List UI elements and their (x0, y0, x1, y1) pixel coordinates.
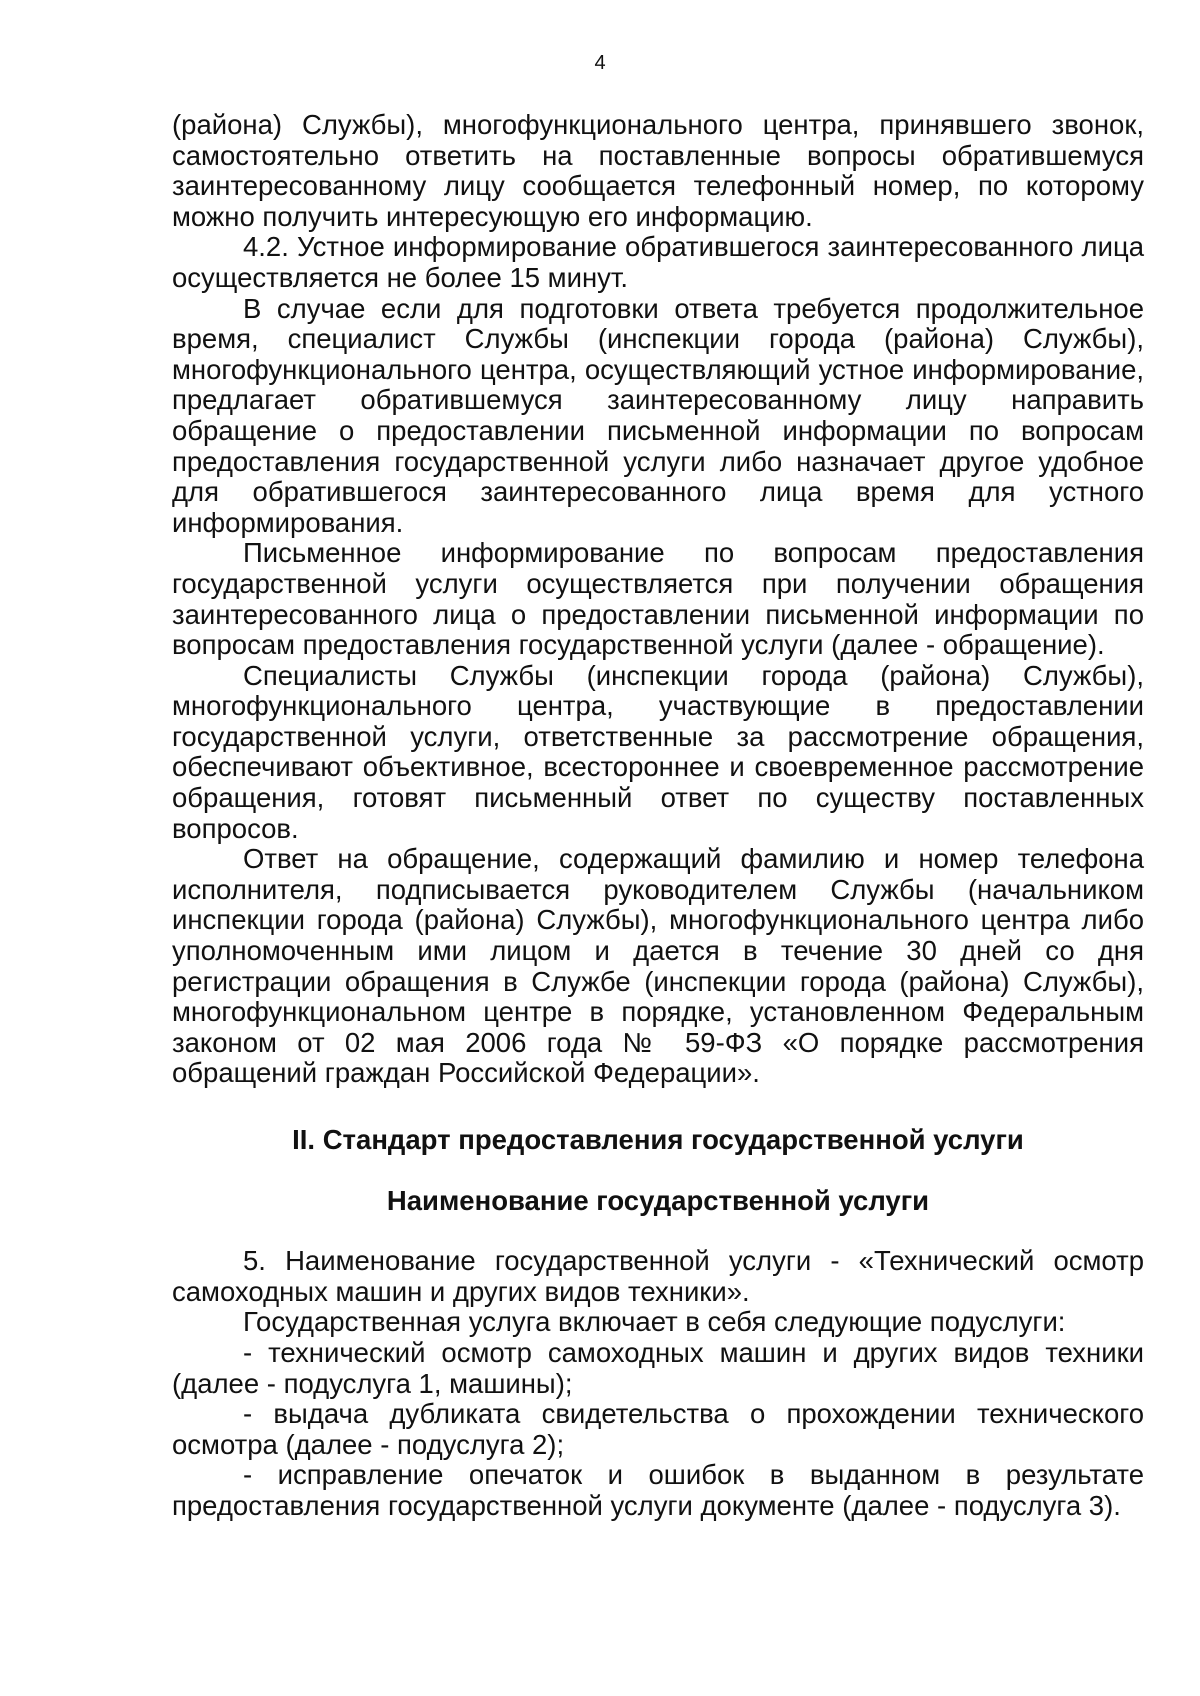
list-item-subservice-1: - технический осмотр самоходных машин и других видов техники (далее - подуслуга 1, машины); (172, 1336, 1144, 1399)
paragraph-long-answer: В случае если для подготовки ответа требуется продолжительное время, специалист Службы (инспекции города (района) Службы), многофункционального центра, осуществляющий устное информирование, предлагает обратившемуся заинтересованному лицу направить обращение о предоставлении письменной информации по вопросам предоставления государственной услуги либо назначает другое удобное для обратившегося заинтересованного лица время для устного информирования. (172, 292, 1144, 538)
section-heading: II. Стандарт предоставления государственной услуги (292, 1124, 1024, 1155)
paragraph-subservices-intro: Государственная услуга включает в себя следующие подуслуги: (243, 1306, 1066, 1338)
list-item-subservice-2: - выдача дубликата свидетельства о прохождении технического осмотра (далее - подуслуга 2); (172, 1398, 1144, 1460)
document-body (172, 110, 1144, 1522)
subsection-heading: Наименование государственной услуги (386, 1184, 930, 1216)
paragraph-specialists: Специалисты Службы (инспекции города (района) Службы), многофункционального центра, участвующие в предоставлении государственной услуги, ответственные за рассмотрение обращения, обеспечивают объективное, всестороннее и своевременное рассмотрение обращения, готовят письменный ответ по существу поставленных вопросов. (172, 659, 1144, 844)
paragraph-5: 5. Наименование государственной услуги - «Технический осмотр самоходных машин и других видов техники». (172, 1245, 1144, 1307)
paragraph-written-info: Письменное информирование по вопросам предоставления государственной услуги осуществляется при получении обращения заинтересованного лица о предоставлении письменной информации по вопросам предоставления государственной услуги (далее - обращение). (172, 537, 1144, 661)
paragraph-continuation: (района) Службы), многофункционального центра, принявшего звонок, самостоятельно ответить на поставленные вопросы обратившемуся заинтересованному лицу сообщается телефонный номер, по которому можно получить интересующую его информацию. (172, 109, 1144, 232)
paragraph-answer: Ответ на обращение, содержащий фамилию и номер телефона исполнителя, подписывается руководителем Службы (начальником инспекции города (района) Службы), многофункционального центра либо уполномоченным ими лицом и дается в течение 30 дней со дня регистрации обращения в Службе (инспекции города (района) Службы), многофункциональном центре в порядке, установленном Федеральным законом от 02 мая 2006 года № 59-ФЗ «О порядке рассмотрения обращений граждан Российской Федерации». (172, 843, 1144, 1089)
page-number: 4 (594, 52, 606, 74)
list-item-subservice-3: - исправление опечаток и ошибок в выданном в результате предоставления государственной услуги документе (далее - подуслуга 3). (172, 1459, 1144, 1521)
paragraph-4-2: 4.2. Устное информирование обратившегося заинтересованного лица осуществляется не более 15 минут. (172, 231, 1144, 293)
